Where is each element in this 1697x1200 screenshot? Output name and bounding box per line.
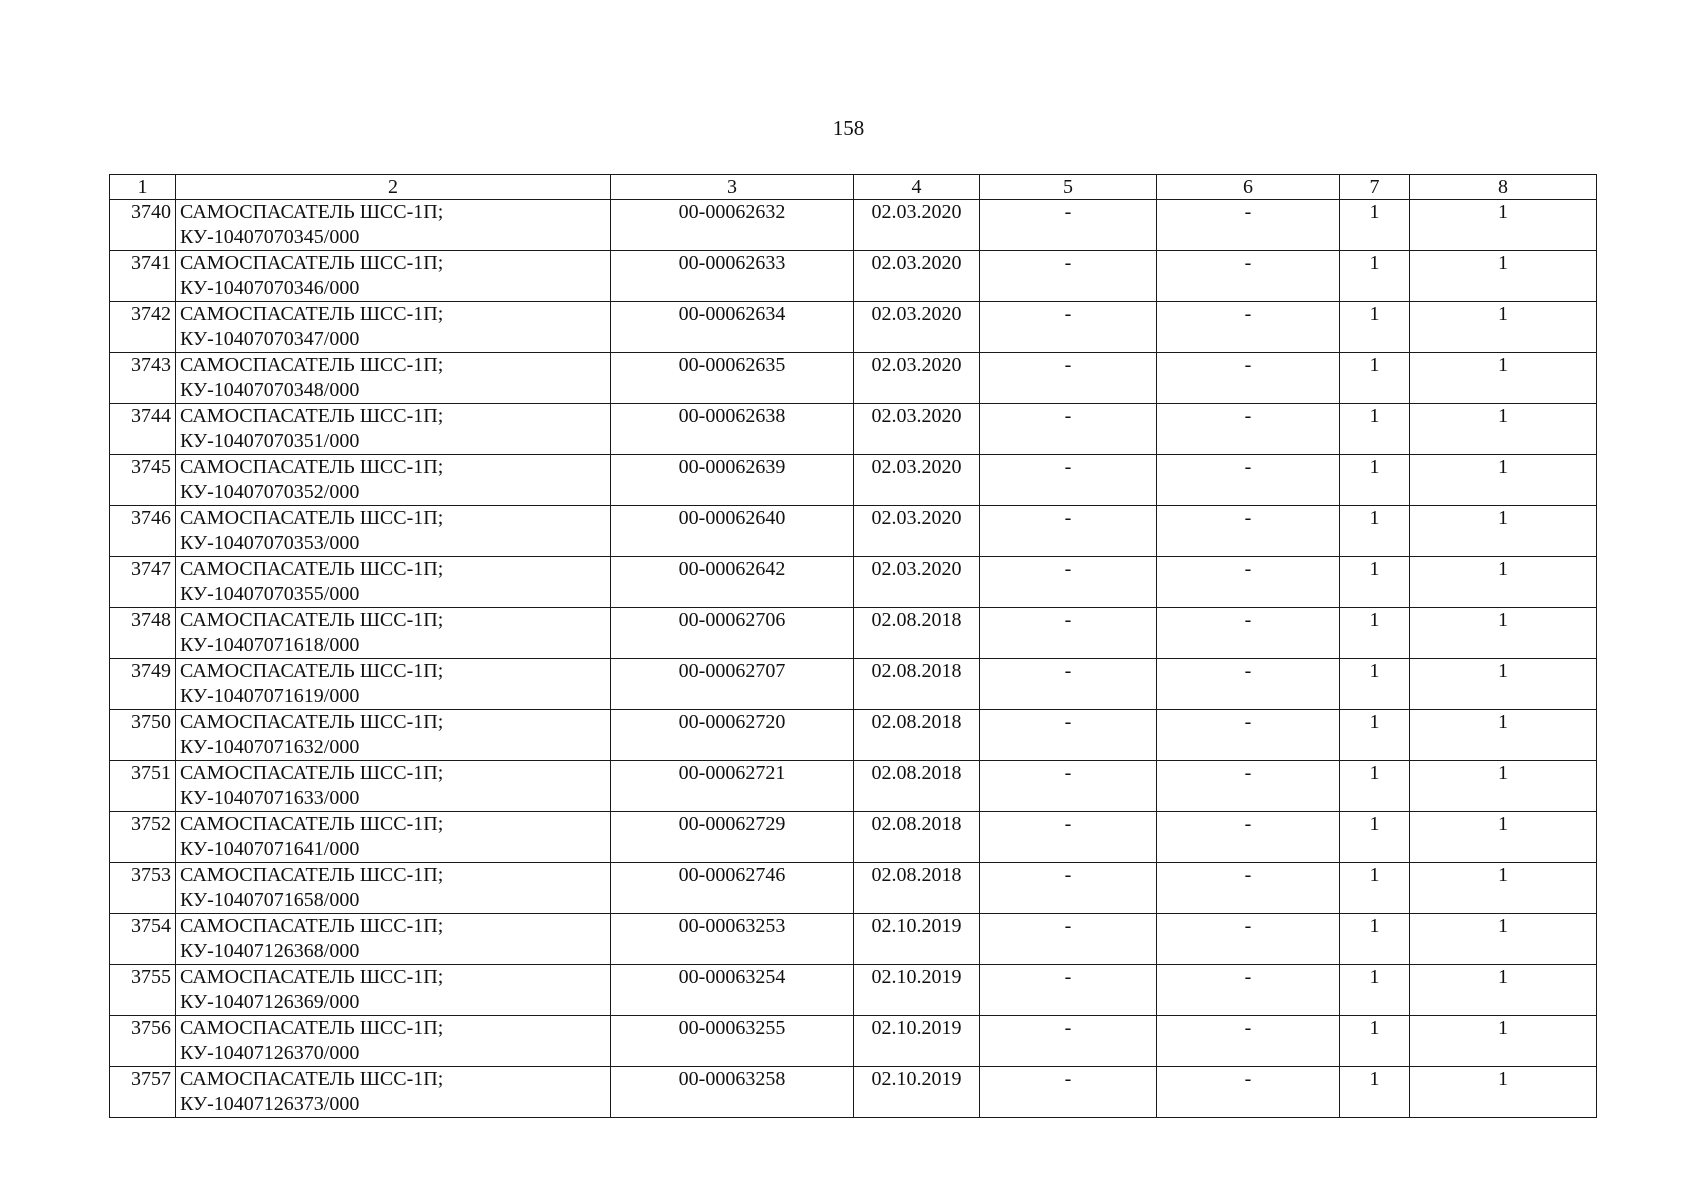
item-code: КУ-10407071633/000 [180, 787, 360, 809]
column-6-cell: - [1157, 455, 1340, 506]
column-5-cell: - [980, 353, 1157, 404]
column-7-cell: 1 [1340, 659, 1410, 710]
column-8-cell: 1 [1410, 302, 1597, 353]
table-row [110, 302, 1597, 353]
table-row [110, 200, 1597, 251]
column-8-cell: 1 [1410, 659, 1597, 710]
date-cell: 02.10.2019 [854, 965, 980, 1016]
column-7-cell: 1 [1340, 404, 1410, 455]
column-5-cell: - [980, 812, 1157, 863]
row-number: 3746 [110, 506, 176, 557]
inventory-number: 00-00062729 [611, 812, 854, 863]
column-5-cell: - [980, 1067, 1157, 1118]
row-number: 3740 [110, 200, 176, 251]
column-6-cell: - [1157, 557, 1340, 608]
item-description [176, 302, 611, 353]
date-cell: 02.08.2018 [854, 761, 980, 812]
date-cell: 02.10.2019 [854, 914, 980, 965]
table-row [110, 251, 1597, 302]
column-header-5: 5 [980, 175, 1157, 200]
table-row [110, 761, 1597, 812]
column-6-cell: - [1157, 200, 1340, 251]
row-number: 3747 [110, 557, 176, 608]
page-number: 158 [832, 116, 865, 140]
item-code: КУ-10407070348/000 [180, 379, 360, 401]
item-name: САМОСПАСАТЕЛЬ ШСС-1П; [180, 456, 444, 478]
inventory-number: 00-00062706 [611, 608, 854, 659]
date-cell: 02.08.2018 [854, 659, 980, 710]
row-number: 3745 [110, 455, 176, 506]
column-6-cell: - [1157, 863, 1340, 914]
row-number: 3755 [110, 965, 176, 1016]
column-5-cell: - [980, 659, 1157, 710]
column-5-cell: - [980, 1016, 1157, 1067]
item-name: САМОСПАСАТЕЛЬ ШСС-1П; [180, 711, 444, 733]
inventory-number: 00-00062635 [611, 353, 854, 404]
item-description [176, 353, 611, 404]
item-code: КУ-10407070351/000 [180, 430, 360, 452]
column-5-cell: - [980, 863, 1157, 914]
column-8-cell: 1 [1410, 200, 1597, 251]
table-row [110, 710, 1597, 761]
inventory-number: 00-00062707 [611, 659, 854, 710]
date-cell: 02.08.2018 [854, 863, 980, 914]
item-name: САМОСПАСАТЕЛЬ ШСС-1П; [180, 558, 444, 580]
column-7-cell: 1 [1340, 761, 1410, 812]
inventory-number: 00-00062642 [611, 557, 854, 608]
row-number: 3743 [110, 353, 176, 404]
item-code: КУ-10407070347/000 [180, 328, 360, 350]
column-7-cell: 1 [1340, 965, 1410, 1016]
column-7-cell: 1 [1340, 506, 1410, 557]
item-code: КУ-10407070346/000 [180, 277, 360, 299]
date-cell: 02.08.2018 [854, 608, 980, 659]
column-5-cell: - [980, 506, 1157, 557]
inventory-number: 00-00062721 [611, 761, 854, 812]
column-header-8: 8 [1410, 175, 1597, 200]
column-7-cell: 1 [1340, 200, 1410, 251]
table-row [110, 863, 1597, 914]
column-header-3: 3 [611, 175, 854, 200]
column-7-cell: 1 [1340, 812, 1410, 863]
inventory-number: 00-00063255 [611, 1016, 854, 1067]
item-description [176, 251, 611, 302]
column-header-6: 6 [1157, 175, 1340, 200]
column-6-cell: - [1157, 710, 1340, 761]
item-name: САМОСПАСАТЕЛЬ ШСС-1П; [180, 966, 444, 988]
column-7-cell: 1 [1340, 1016, 1410, 1067]
item-name: САМОСПАСАТЕЛЬ ШСС-1П; [180, 1068, 444, 1090]
row-number: 3741 [110, 251, 176, 302]
item-description [176, 557, 611, 608]
column-6-cell: - [1157, 761, 1340, 812]
item-description [176, 914, 611, 965]
item-description [176, 608, 611, 659]
date-cell: 02.10.2019 [854, 1067, 980, 1118]
item-description [176, 1016, 611, 1067]
item-code: КУ-10407071658/000 [180, 889, 360, 911]
table-row [110, 404, 1597, 455]
item-name: САМОСПАСАТЕЛЬ ШСС-1П; [180, 762, 444, 784]
column-8-cell: 1 [1410, 557, 1597, 608]
column-5-cell: - [980, 557, 1157, 608]
row-number: 3744 [110, 404, 176, 455]
row-number: 3749 [110, 659, 176, 710]
column-8-cell: 1 [1410, 1067, 1597, 1118]
column-5-cell: - [980, 455, 1157, 506]
inventory-number: 00-00063253 [611, 914, 854, 965]
column-5-cell: - [980, 200, 1157, 251]
item-name: САМОСПАСАТЕЛЬ ШСС-1П; [180, 1017, 444, 1039]
item-name: САМОСПАСАТЕЛЬ ШСС-1П; [180, 303, 444, 325]
item-code: КУ-10407126373/000 [180, 1093, 360, 1115]
item-description [176, 710, 611, 761]
column-8-cell: 1 [1410, 251, 1597, 302]
inventory-number: 00-00062634 [611, 302, 854, 353]
date-cell: 02.03.2020 [854, 455, 980, 506]
column-header-2: 2 [176, 175, 611, 200]
item-name: САМОСПАСАТЕЛЬ ШСС-1П; [180, 660, 444, 682]
header-row [110, 175, 1597, 200]
item-code: КУ-10407070355/000 [180, 583, 360, 605]
column-7-cell: 1 [1340, 353, 1410, 404]
inventory-number: 00-00063254 [611, 965, 854, 1016]
date-cell: 02.03.2020 [854, 404, 980, 455]
column-8-cell: 1 [1410, 914, 1597, 965]
table-row [110, 557, 1597, 608]
date-cell: 02.08.2018 [854, 710, 980, 761]
row-number: 3754 [110, 914, 176, 965]
table-row [110, 1067, 1597, 1118]
row-number: 3748 [110, 608, 176, 659]
column-5-cell: - [980, 710, 1157, 761]
item-description [176, 761, 611, 812]
item-code: КУ-10407070353/000 [180, 532, 360, 554]
item-code: КУ-10407126370/000 [180, 1042, 360, 1064]
inventory-number: 00-00062720 [611, 710, 854, 761]
column-8-cell: 1 [1410, 761, 1597, 812]
date-cell: 02.08.2018 [854, 812, 980, 863]
column-7-cell: 1 [1340, 455, 1410, 506]
item-description [176, 455, 611, 506]
item-name: САМОСПАСАТЕЛЬ ШСС-1П; [180, 201, 444, 223]
column-8-cell: 1 [1410, 812, 1597, 863]
item-name: САМОСПАСАТЕЛЬ ШСС-1П; [180, 609, 444, 631]
column-8-cell: 1 [1410, 965, 1597, 1016]
table-row [110, 353, 1597, 404]
row-number: 3756 [110, 1016, 176, 1067]
item-name: САМОСПАСАТЕЛЬ ШСС-1П; [180, 405, 444, 427]
date-cell: 02.03.2020 [854, 557, 980, 608]
item-code: КУ-10407071641/000 [180, 838, 360, 860]
item-description [176, 404, 611, 455]
column-8-cell: 1 [1410, 506, 1597, 557]
table-row [110, 608, 1597, 659]
column-5-cell: - [980, 302, 1157, 353]
item-name: САМОСПАСАТЕЛЬ ШСС-1П; [180, 252, 444, 274]
item-description [176, 200, 611, 251]
table-row [110, 1016, 1597, 1067]
table-row [110, 812, 1597, 863]
item-code: КУ-10407070345/000 [180, 226, 360, 248]
column-6-cell: - [1157, 404, 1340, 455]
date-cell: 02.03.2020 [854, 353, 980, 404]
table-row [110, 455, 1597, 506]
inventory-number: 00-00063258 [611, 1067, 854, 1118]
column-6-cell: - [1157, 965, 1340, 1016]
column-6-cell: - [1157, 302, 1340, 353]
date-cell: 02.03.2020 [854, 200, 980, 251]
column-5-cell: - [980, 251, 1157, 302]
column-6-cell: - [1157, 1016, 1340, 1067]
column-7-cell: 1 [1340, 608, 1410, 659]
item-code: КУ-10407071618/000 [180, 634, 360, 656]
registry-table [109, 174, 1597, 1118]
column-5-cell: - [980, 761, 1157, 812]
column-header-1: 1 [110, 175, 176, 200]
column-header-4: 4 [854, 175, 980, 200]
row-number: 3751 [110, 761, 176, 812]
column-7-cell: 1 [1340, 914, 1410, 965]
item-name: САМОСПАСАТЕЛЬ ШСС-1П; [180, 507, 444, 529]
column-6-cell: - [1157, 251, 1340, 302]
row-number: 3742 [110, 302, 176, 353]
column-7-cell: 1 [1340, 557, 1410, 608]
date-cell: 02.03.2020 [854, 302, 980, 353]
date-cell: 02.03.2020 [854, 251, 980, 302]
column-7-cell: 1 [1340, 302, 1410, 353]
table-row [110, 914, 1597, 965]
column-7-cell: 1 [1340, 710, 1410, 761]
column-7-cell: 1 [1340, 863, 1410, 914]
column-5-cell: - [980, 404, 1157, 455]
table-row [110, 965, 1597, 1016]
table-body [110, 200, 1597, 1118]
row-number: 3750 [110, 710, 176, 761]
column-header-7: 7 [1340, 175, 1410, 200]
inventory-number: 00-00062633 [611, 251, 854, 302]
item-code: КУ-10407071619/000 [180, 685, 360, 707]
column-8-cell: 1 [1410, 353, 1597, 404]
inventory-number: 00-00062640 [611, 506, 854, 557]
inventory-number: 00-00062632 [611, 200, 854, 251]
column-5-cell: - [980, 965, 1157, 1016]
item-description [176, 863, 611, 914]
item-code: КУ-10407126369/000 [180, 991, 360, 1013]
item-description [176, 812, 611, 863]
column-6-cell: - [1157, 659, 1340, 710]
column-7-cell: 1 [1340, 251, 1410, 302]
item-description [176, 506, 611, 557]
column-8-cell: 1 [1410, 710, 1597, 761]
item-code: КУ-10407126368/000 [180, 940, 360, 962]
item-name: САМОСПАСАТЕЛЬ ШСС-1П; [180, 864, 444, 886]
item-description [176, 659, 611, 710]
item-code: КУ-10407070352/000 [180, 481, 360, 503]
inventory-number: 00-00062638 [611, 404, 854, 455]
column-5-cell: - [980, 608, 1157, 659]
column-8-cell: 1 [1410, 404, 1597, 455]
column-6-cell: - [1157, 914, 1340, 965]
date-cell: 02.10.2019 [854, 1016, 980, 1067]
column-8-cell: 1 [1410, 1016, 1597, 1067]
table-row [110, 506, 1597, 557]
column-6-cell: - [1157, 1067, 1340, 1118]
column-7-cell: 1 [1340, 1067, 1410, 1118]
item-description [176, 965, 611, 1016]
column-6-cell: - [1157, 506, 1340, 557]
row-number: 3752 [110, 812, 176, 863]
inventory-number: 00-00062639 [611, 455, 854, 506]
table-row [110, 659, 1597, 710]
column-8-cell: 1 [1410, 455, 1597, 506]
column-6-cell: - [1157, 353, 1340, 404]
row-number: 3753 [110, 863, 176, 914]
item-description [176, 1067, 611, 1118]
date-cell: 02.03.2020 [854, 506, 980, 557]
column-6-cell: - [1157, 608, 1340, 659]
inventory-number: 00-00062746 [611, 863, 854, 914]
column-8-cell: 1 [1410, 608, 1597, 659]
row-number: 3757 [110, 1067, 176, 1118]
item-code: КУ-10407071632/000 [180, 736, 360, 758]
item-name: САМОСПАСАТЕЛЬ ШСС-1П; [180, 813, 444, 835]
item-name: САМОСПАСАТЕЛЬ ШСС-1П; [180, 915, 444, 937]
column-8-cell: 1 [1410, 863, 1597, 914]
column-6-cell: - [1157, 812, 1340, 863]
column-5-cell: - [980, 914, 1157, 965]
item-name: САМОСПАСАТЕЛЬ ШСС-1П; [180, 354, 444, 376]
